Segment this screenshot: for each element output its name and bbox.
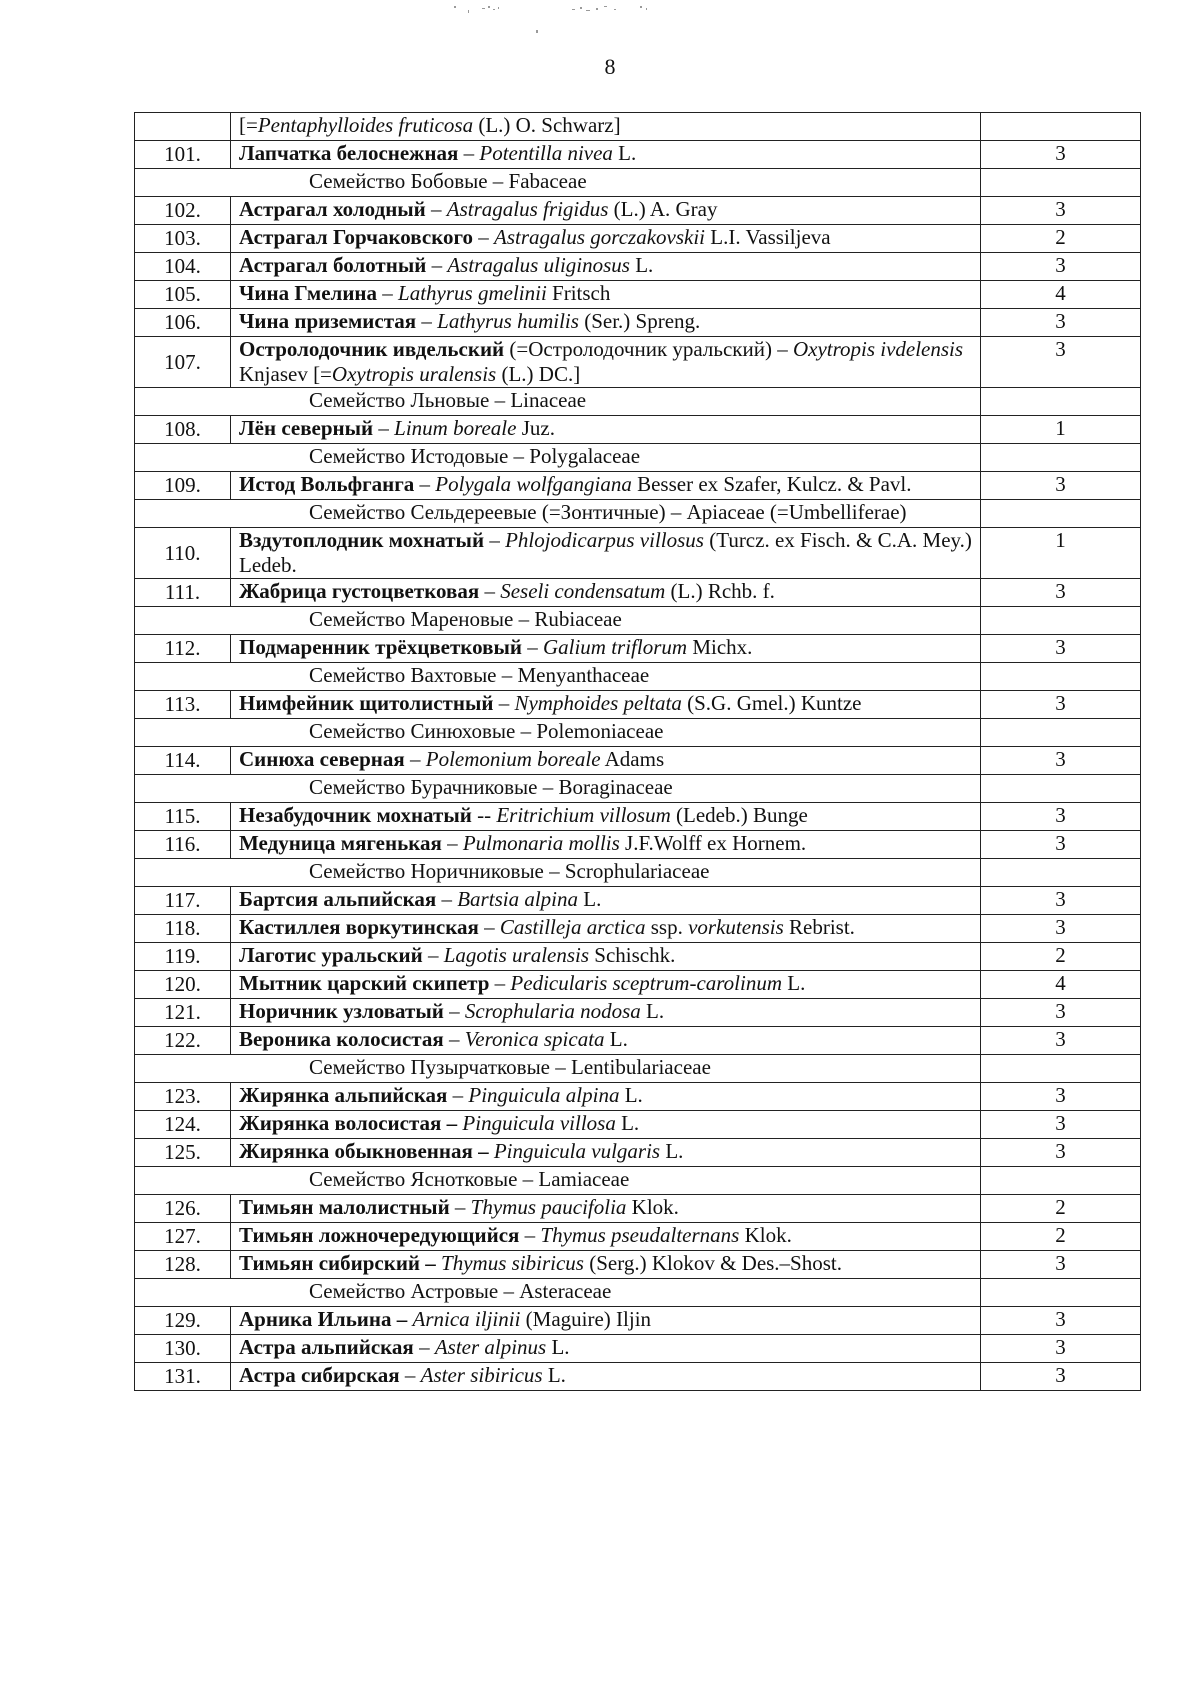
species-name [231,943,981,971]
russian-name: Лапчатка белоснежная [239,141,459,165]
russian-name: Истод Вольфганга [239,472,415,496]
row-number: 112. [135,635,231,663]
category-cell: 4 [981,971,1141,999]
row-number: 124. [135,1111,231,1139]
latin-name: Polygala wolfgangiana [435,472,632,496]
name-text: L. [604,1027,628,1051]
name-text: – [441,831,463,855]
latin-name: Lagotis uralensis [443,943,590,967]
russian-name: Тимьян малолистный [239,1195,450,1219]
family-header-row [135,1279,1141,1307]
name-text: – [443,1027,465,1051]
species-name [231,691,981,719]
latin-name: Bartsia alpina [457,887,578,911]
family-header-row [135,169,1141,197]
species-name [231,1363,981,1391]
russian-name: Лён северный [239,416,374,440]
latin-name: Aster sibiricus [420,1363,543,1387]
row-number: 108. [135,416,231,444]
species-name [231,999,981,1027]
species-row [135,1363,1141,1391]
name-text: – [447,1083,469,1107]
russian-name: Мытник царский скипетр [239,971,490,995]
continuation-row [135,113,1141,141]
species-name [231,579,981,607]
category-cell: 2 [981,1223,1141,1251]
family-header-row [135,607,1141,635]
latin-name: Pinguicula alpina [468,1083,620,1107]
family-label: Семейство Астровые – Asteraceae [135,1279,981,1307]
name-text: (Maguire) Iljin [520,1307,652,1331]
species-row [135,1111,1141,1139]
family-header-row [135,1167,1141,1195]
species-row [135,1223,1141,1251]
category-cell [981,113,1141,141]
name-text: (L.) DC.] [496,362,581,386]
name-text: – [521,635,543,659]
row-number: 103. [135,225,231,253]
name-text: Schischk. [589,943,676,967]
category-cell: 3 [981,197,1141,225]
category-cell: 3 [981,691,1141,719]
species-name [231,1335,981,1363]
category-cell: 3 [981,1251,1141,1279]
species-table [134,112,1141,1391]
category-cell: 3 [981,1111,1141,1139]
latin-name: Galium triflorum [542,635,688,659]
species-row [135,747,1141,775]
species-name [231,1307,981,1335]
species-name [231,113,981,141]
latin-name: Scrophularia nodosa [464,999,641,1023]
species-row [135,1251,1141,1279]
species-name [231,1027,981,1055]
russian-name: Медуница мягенькая [239,831,442,855]
russian-name: Астрагал болотный [239,253,427,277]
species-row [135,635,1141,663]
species-row [135,309,1141,337]
russian-name: Тимьян сибирский – [239,1251,436,1275]
category-cell: 1 [981,528,1141,579]
name-text: (Ledeb.) Bunge [670,803,808,827]
latin-name: Astragalus uliginosus [447,253,630,277]
category-cell [981,663,1141,691]
category-cell: 3 [981,141,1141,169]
name-text: L. [546,1335,570,1359]
name-text: – [399,1363,421,1387]
species-name [231,803,981,831]
russian-name: Жирянка альпийская [239,1083,448,1107]
name-text: L. [615,1111,640,1135]
scan-noise-marks [430,0,750,40]
name-text: Juz. [516,416,555,440]
latin-name: Nymphoides peltata [514,691,682,715]
row-number: 119. [135,943,231,971]
species-row [135,971,1141,999]
russian-name: Жабрица густоцветковая [239,579,480,603]
species-name [231,472,981,500]
family-header-row [135,775,1141,803]
name-text: – [458,141,480,165]
row-number: 120. [135,971,231,999]
species-name [231,337,981,388]
russian-name: Астра сибирская [239,1363,400,1387]
species-row [135,691,1141,719]
species-row [135,1195,1141,1223]
name-text: L. [612,141,637,165]
category-cell: 3 [981,1139,1141,1167]
category-cell: 3 [981,579,1141,607]
family-header-row [135,388,1141,416]
name-text: – [493,691,515,715]
family-label: Семейство Сельдереевые (=Зонтичные) – Apiaceae (=Umbelliferae) [135,500,981,528]
category-cell [981,388,1141,416]
russian-name: Вероника колосистая [239,1027,444,1051]
page-number: 8 [604,54,616,79]
category-cell: 3 [981,309,1141,337]
family-label: Семейство Бобовые – Fabaceae [135,169,981,197]
category-cell: 3 [981,472,1141,500]
name-text: – [478,915,500,939]
category-cell: 3 [981,1083,1141,1111]
latin-name: Oxytropis ivdelensis [792,337,964,361]
name-text: -- [471,803,497,827]
family-header-row [135,500,1141,528]
species-name [231,281,981,309]
name-text: L. [619,1083,643,1107]
row-number [135,113,231,141]
name-text: Michx. [687,635,753,659]
name-text: Besser ex Szafer, Kulcz. & Pavl. [631,472,912,496]
russian-name: Жирянка волосистая – [239,1111,458,1135]
species-row [135,253,1141,281]
name-text: (S.G. Gmel.) Kuntze [681,691,862,715]
latin-name: Oxytropis uralensis [331,362,497,386]
latin-name: Seseli condensatum [500,579,666,603]
category-cell [981,444,1141,472]
species-name [231,1083,981,1111]
row-number: 114. [135,747,231,775]
row-number: 105. [135,281,231,309]
species-row [135,472,1141,500]
species-row [135,197,1141,225]
latin-name: Linum boreale [394,416,517,440]
latin-name: Veronica spicata [464,1027,605,1051]
species-name [231,416,981,444]
name-text: – [422,943,444,967]
name-text: – [484,528,506,552]
row-number: 126. [135,1195,231,1223]
family-label: Семейство Истодовые – Polygalaceae [135,444,981,472]
species-name [231,1111,981,1139]
name-text: – [377,281,399,305]
species-row [135,1335,1141,1363]
name-text: – [425,197,447,221]
russian-name: Чина Гмелина [239,281,378,305]
row-number: 111. [135,579,231,607]
family-label: Семейство Вахтовые – Menyanthaceae [135,663,981,691]
russian-name: Нимфейник щитолистный [239,691,494,715]
species-row [135,943,1141,971]
latin-name: Arnica iljinii [412,1307,521,1331]
family-header-row [135,663,1141,691]
category-cell: 2 [981,1195,1141,1223]
family-label: Семейство Льновые – Linaceae [135,388,981,416]
name-text: ssp. [645,915,689,939]
species-name [231,1251,981,1279]
name-text: L. [782,971,806,995]
category-cell [981,859,1141,887]
species-row [135,141,1141,169]
species-row [135,281,1141,309]
row-number: 101. [135,141,231,169]
row-number: 118. [135,915,231,943]
family-header-row [135,444,1141,472]
category-cell: 3 [981,337,1141,388]
russian-name: Жирянка обыкновенная – [239,1139,489,1163]
species-name [231,1195,981,1223]
row-number: 107. [135,337,231,388]
category-cell: 3 [981,1307,1141,1335]
category-cell [981,169,1141,197]
russian-name: Астрагал холодный [239,197,426,221]
species-name [231,225,981,253]
latin-name: Thymus sibiricus [441,1251,584,1275]
species-row [135,1307,1141,1335]
latin-name: Pinguicula villosa [462,1111,616,1135]
name-text: – [519,1223,541,1247]
category-cell: 3 [981,999,1141,1027]
species-row [135,225,1141,253]
row-number: 116. [135,831,231,859]
row-number: 128. [135,1251,231,1279]
name-text: – [443,999,465,1023]
latin-name: Eritrichium villosum [496,803,671,827]
species-row [135,1027,1141,1055]
name-text: J.F.Wolff ex Hornem. [619,831,807,855]
category-cell: 3 [981,915,1141,943]
name-text: L. [578,887,602,911]
latin-name: Thymus paucifolia [470,1195,627,1219]
russian-name: Тимьян ложночередующийся [239,1223,520,1247]
species-row [135,999,1141,1027]
row-number: 109. [135,472,231,500]
category-cell [981,1279,1141,1307]
row-number: 115. [135,803,231,831]
name-text: – [416,309,438,333]
row-number: 117. [135,887,231,915]
family-label: Семейство Яснотковые – Lamiaceae [135,1167,981,1195]
family-header-row [135,719,1141,747]
name-text: – [404,747,426,771]
name-text: L. [660,1139,684,1163]
name-text: L. [542,1363,566,1387]
name-text: (L.) O. Schwarz] [473,113,621,137]
latin-name: vorkutensis [688,915,784,939]
species-name [231,747,981,775]
species-name [231,253,981,281]
category-cell: 4 [981,281,1141,309]
row-number: 113. [135,691,231,719]
latin-name: Lathyrus gmelinii [398,281,547,305]
category-cell: 3 [981,1027,1141,1055]
name-text: – [414,472,436,496]
row-number: 106. [135,309,231,337]
row-number: 121. [135,999,231,1027]
row-number: 123. [135,1083,231,1111]
name-text: Adams [600,747,665,771]
row-number: 125. [135,1139,231,1167]
latin-name: Castilleja arctica [499,915,646,939]
name-text: Klok. [739,1223,792,1247]
russian-name: Вздутоплодник мохнатый [239,528,485,552]
russian-name: Астра альпийская [239,1335,414,1359]
russian-name: Бартсия альпийская [239,887,437,911]
name-text: Fritsch [546,281,611,305]
family-header-row [135,859,1141,887]
name-text: – [373,416,395,440]
family-label: Семейство Мареновые – Rubiaceae [135,607,981,635]
name-text: – [449,1195,471,1219]
name-text: (=Остролодочник уральский) – [504,337,793,361]
row-number: 129. [135,1307,231,1335]
species-name [231,831,981,859]
russian-name: Лаготис уральский [239,943,423,967]
family-label: Семейство Норичниковые – Scrophulariaceae [135,859,981,887]
category-cell [981,719,1141,747]
name-text: – [473,225,495,249]
russian-name: Синюха северная [239,747,405,771]
name-text: (L.) A. Gray [608,197,718,221]
species-row [135,1083,1141,1111]
row-number: 110. [135,528,231,579]
species-row [135,528,1141,579]
category-cell: 3 [981,1335,1141,1363]
name-text: L. [640,999,665,1023]
latin-name: Phlojodicarpus villosus [505,528,704,552]
latin-name: Pentaphylloides fruticosa [257,113,474,137]
category-cell: 2 [981,225,1141,253]
name-text: – [479,579,501,603]
family-label: Семейство Пузырчатковые – Lentibulariaceae [135,1055,981,1083]
name-text: Knjasev [= [239,362,332,386]
name-text: – [426,253,448,277]
species-name [231,635,981,663]
species-table-body [135,113,1141,1391]
species-name [231,1139,981,1167]
russian-name: Чина приземистая [239,309,417,333]
species-name [231,197,981,225]
latin-name: Pulmonaria mollis [462,831,620,855]
russian-name: Арника Ильина – [239,1307,408,1331]
species-row [135,416,1141,444]
name-text: L. [629,253,654,277]
latin-name: Aster alpinus [434,1335,547,1359]
name-text: Rebrist. [783,915,855,939]
name-text: Klok. [626,1195,679,1219]
name-text: – [413,1335,435,1359]
species-name [231,528,981,579]
category-cell [981,1055,1141,1083]
species-row [135,579,1141,607]
row-number: 104. [135,253,231,281]
species-row [135,337,1141,388]
species-row [135,1139,1141,1167]
russian-name: Остролодочник ивдельский [239,337,505,361]
family-header-row [135,1055,1141,1083]
russian-name: Незабудочник мохнатый [239,803,472,827]
row-number: 102. [135,197,231,225]
latin-name: Astragalus gorczakovskii [494,225,706,249]
name-text: (Ser.) Spreng. [578,309,701,333]
species-name [231,915,981,943]
species-row [135,915,1141,943]
species-name [231,141,981,169]
name-text: – [436,887,458,911]
category-cell: 1 [981,416,1141,444]
latin-name: Polemonium boreale [425,747,601,771]
species-name [231,971,981,999]
russian-name: Астрагал Горчаковского [239,225,474,249]
latin-name: Lathyrus humilis [437,309,579,333]
category-cell [981,1167,1141,1195]
russian-name: Кастиллея воркутинская [239,915,479,939]
category-cell [981,775,1141,803]
species-name [231,309,981,337]
species-row [135,831,1141,859]
name-text: (Turcz. ex Fisch. & C.A. Mey.) Ledeb. [239,528,972,577]
row-number: 122. [135,1027,231,1055]
category-cell: 2 [981,943,1141,971]
category-cell: 3 [981,747,1141,775]
category-cell: 3 [981,887,1141,915]
latin-name: Astragalus frigidus [446,197,609,221]
russian-name: Норичник узловатый [239,999,444,1023]
latin-name: Pinguicula vulgaris [493,1139,661,1163]
category-cell [981,500,1141,528]
family-label: Семейство Бурачниковые – Boraginaceae [135,775,981,803]
category-cell [981,607,1141,635]
category-cell: 3 [981,253,1141,281]
category-cell: 3 [981,1363,1141,1391]
species-row [135,887,1141,915]
family-label: Семейство Синюховые – Polemoniaceae [135,719,981,747]
russian-name: Подмаренник трёхцветковый [239,635,522,659]
name-text: – [489,971,511,995]
name-text: [= [239,113,258,137]
latin-name: Potentilla nivea [479,141,613,165]
name-text: L.I. Vassiljeva [705,225,831,249]
name-text: (Serg.) Klokov & Des.–Shost. [583,1251,842,1275]
row-number: 131. [135,1363,231,1391]
category-cell: 3 [981,803,1141,831]
latin-name: Pedicularis sceptrum-carolinum [510,971,783,995]
species-name [231,887,981,915]
species-name [231,1223,981,1251]
category-cell: 3 [981,831,1141,859]
name-text: (L.) Rchb. f. [665,579,775,603]
row-number: 130. [135,1335,231,1363]
row-number: 127. [135,1223,231,1251]
latin-name: Thymus pseudalternans [540,1223,740,1247]
category-cell: 3 [981,635,1141,663]
species-row [135,803,1141,831]
